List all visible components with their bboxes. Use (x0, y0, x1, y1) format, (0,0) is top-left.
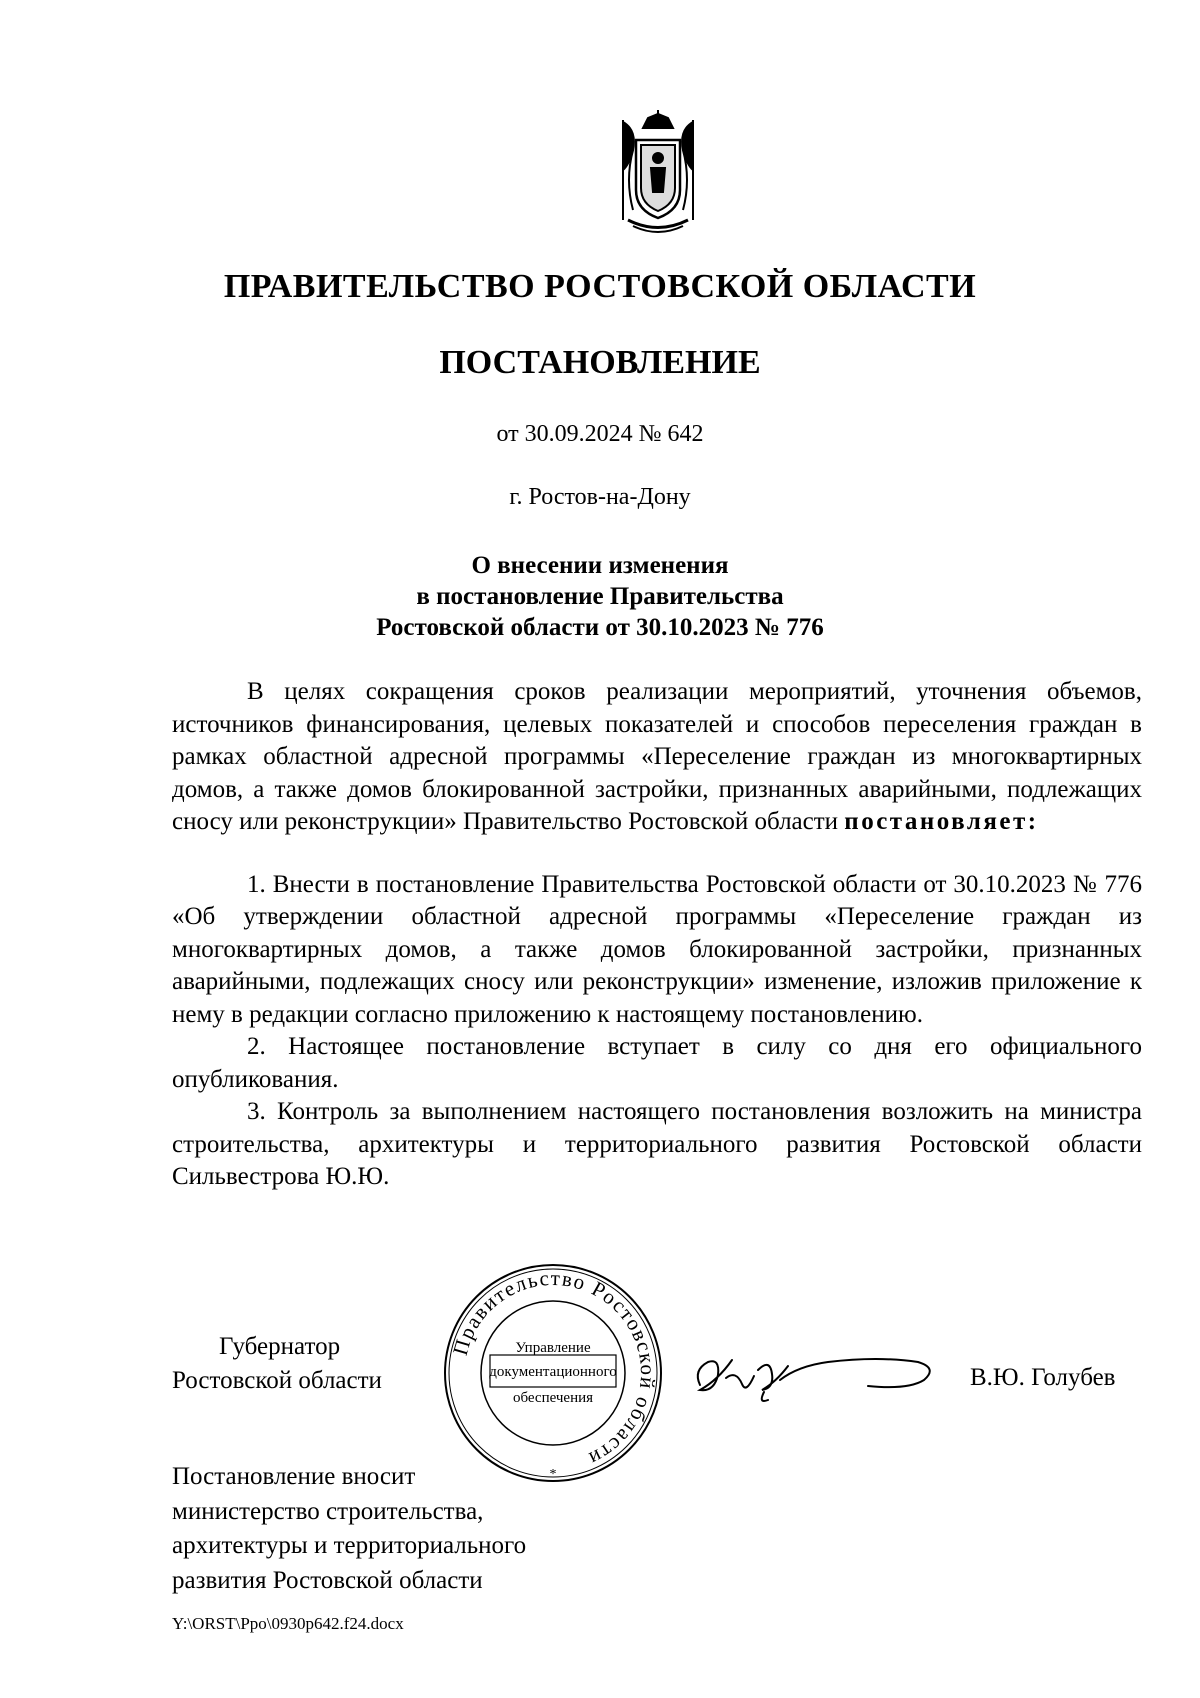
signer-name: В.Ю. Голубев (970, 1364, 1116, 1391)
position-line: Губернатор (219, 1333, 341, 1360)
decree-item-1: 1. Внести в постановление Правительства Ростовской области от 30.10.2023 № 776 «Об утверждении областной адресной программы «Переселение граждан из многоквартирных домов, а также домов блокированной застройки, признанных аварийными, подлежащих сносу или реконструкции» изменение, изложив приложение к нему в редакции согласно приложению к настоящему постановлению. (172, 870, 1142, 1028)
stamp-inner-line: Управление (515, 1340, 591, 1356)
subject-line: Ростовской области от 30.10.2023 № 776 (376, 614, 824, 641)
stamp-outer-text: Правительство Ростовской области (447, 1265, 661, 1472)
stamp-inner-line: документационного (489, 1364, 617, 1380)
introducer-block (172, 1460, 526, 1598)
signer-position (172, 1330, 382, 1398)
official-seal-stamp (440, 1260, 666, 1486)
introducer-line: архитектуры и территориального (172, 1532, 527, 1559)
introducer-line: Постановление вносит (172, 1463, 416, 1490)
document-date-number: от 30.09.2024 № 642 (496, 421, 704, 447)
document-body (172, 676, 1142, 1194)
document-subject (0, 550, 1200, 643)
handwritten-signature (688, 1340, 938, 1410)
organization-title: ПРАВИТЕЛЬСТВО РОСТОВСКОЙ ОБЛАСТИ (223, 268, 977, 305)
position-line: Ростовской области (172, 1367, 382, 1394)
introducer-line: министерство строительства, (172, 1497, 484, 1525)
preamble-paragraph (172, 676, 1142, 839)
decree-item-2: 2. Настоящее постановление вступает в силу со дня его официального опубликования. (172, 1033, 1142, 1093)
stamp-inner-line: обеспечения (512, 1390, 594, 1406)
decree-item-3: 3. Контроль за выполнением настоящего постановления возложить на министра строительства, архитектуры и территориального развития Ростовской области Сильвестрова Ю.Ю. (172, 1098, 1142, 1190)
document-type-title: ПОСТАНОВЛЕНИЕ (439, 344, 761, 381)
decree-word: постановляет: (844, 808, 1039, 835)
document-city: г. Ростов-на-Дону (509, 484, 691, 510)
subject-line: О внесении изменения (471, 552, 729, 579)
preamble-text: В целях сокращения сроков реализации мероприятий, уточнения объемов, источников финансирования, целевых показателей и способов переселения граждан в рамках областной адресной программы «Переселение граждан из многоквартирных домов, а также домов блокированной застройки, признанных аварийными, подлежащих сносу или реконструкции» Правительство Ростовской области (172, 678, 1142, 835)
rostov-oblast-coat-of-arms-icon (603, 110, 713, 240)
stamp-star-icon: * (549, 1467, 557, 1482)
introducer-line: развития Ростовской области (172, 1566, 483, 1594)
footer-file-path: Y:\ORST\Ppo\0930p642.f24.docx (172, 1614, 404, 1633)
subject-line: в постановление Правительства (416, 583, 784, 610)
